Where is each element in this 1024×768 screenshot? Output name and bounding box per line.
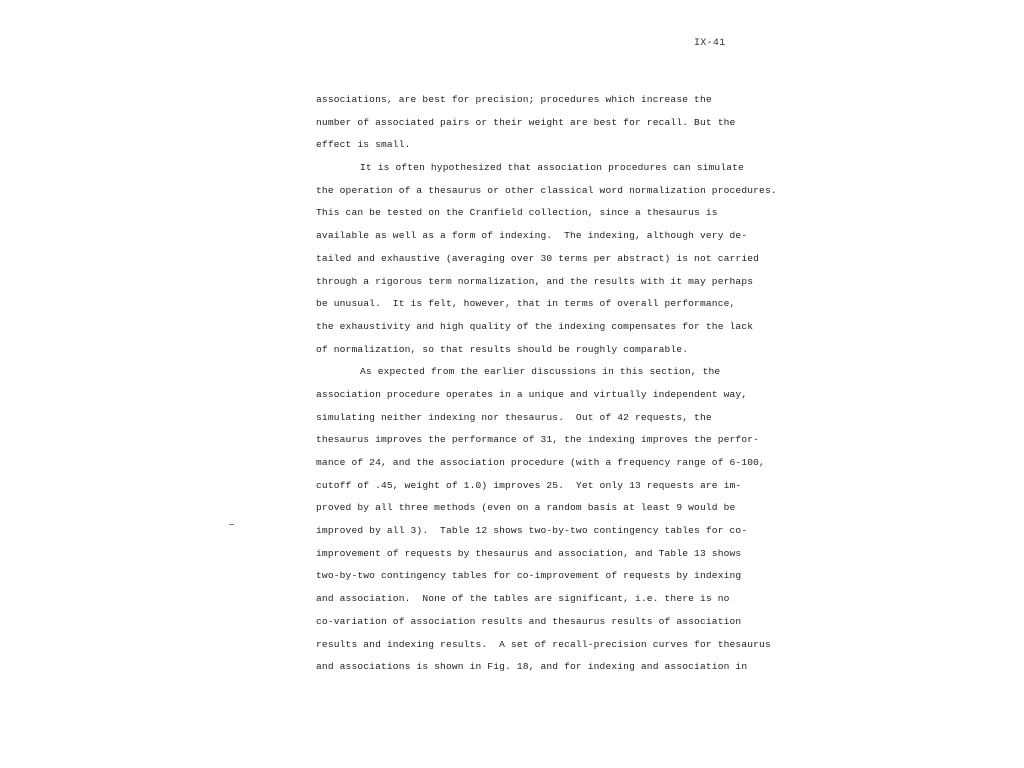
page-number: IX-41 xyxy=(694,38,726,49)
text-line: co-variation of association results and thesaurus results of association xyxy=(316,615,742,627)
text-line: tailed and exhaustive (averaging over 30 terms per abstract) is not carried xyxy=(316,252,760,264)
text-line: improved by all 3). Table 12 shows two-by-two contingency tables for co- xyxy=(316,525,748,537)
text-line: simulating neither indexing nor thesaurus. Out of 42 requests, the xyxy=(316,411,712,423)
text-line: improvement of requests by thesaurus and association, and Table 13 shows xyxy=(316,547,742,559)
text-line: associations, are best for precision; procedures which increase the xyxy=(316,94,712,105)
text-line: As expected from the earlier discussions in this section, the xyxy=(360,366,721,378)
margin-mark xyxy=(229,524,234,525)
text-line: and association. None of the tables are significant, i.e. there is no xyxy=(316,593,730,605)
text-line: the exhaustivity and high quality of the indexing compensates for the lack xyxy=(316,320,754,332)
text-line: It is often hypothesized that association procedures can simulate xyxy=(360,162,744,174)
text-line: thesaurus improves the performance of 31, the indexing improves the perfor- xyxy=(316,434,760,446)
text-line: mance of 24, and the association procedure (with a frequency range of 6-100, xyxy=(316,457,765,468)
text-line: two-by-two contingency tables for co-improvement of requests by indexing xyxy=(316,570,742,582)
body-text xyxy=(316,89,777,679)
text-line: number of associated pairs or their weight are best for recall. But the xyxy=(316,116,736,128)
text-line: This can be tested on the Cranfield collection, since a thesaurus is xyxy=(316,207,718,219)
text-line: cutoff of .45, weight of 1.0) improves 25. Yet only 13 requests are im- xyxy=(316,479,742,491)
text-line: effect is small. xyxy=(316,139,411,151)
text-line: be unusual. It is felt, however, that in terms of overall performance, xyxy=(316,298,736,310)
text-line: available as well as a form of indexing. The indexing, although very de- xyxy=(316,230,748,242)
text-line: results and indexing results. A set of recall-precision curves for thesaurus xyxy=(316,638,771,650)
text-line: through a rigorous term normalization, and the results with it may perhaps xyxy=(316,275,754,287)
text-line: of normalization, so that results should be roughly comparable. xyxy=(316,343,689,355)
text-line: and associations is shown in Fig. 18, and for indexing and association in xyxy=(316,661,748,673)
text-line: association procedure operates in a unique and virtually independent way, xyxy=(316,388,748,400)
text-line: proved by all three methods (even on a random basis at least 9 would be xyxy=(316,502,736,514)
text-line: the operation of a thesaurus or other classical word normalization procedures. xyxy=(316,184,777,196)
